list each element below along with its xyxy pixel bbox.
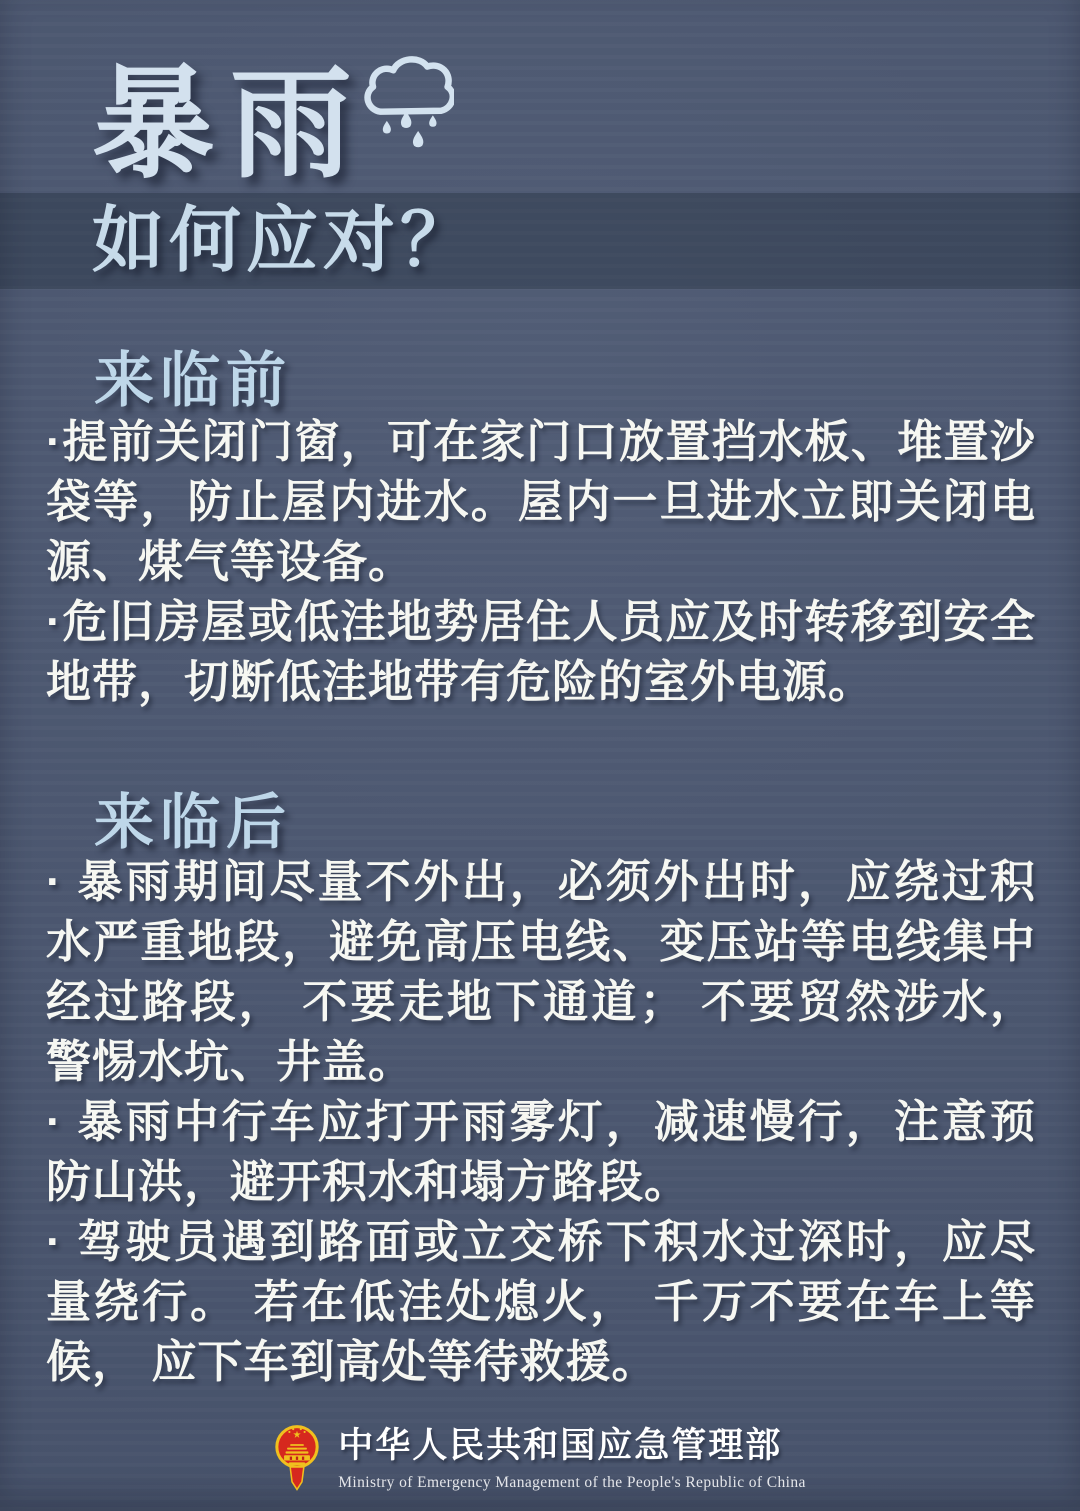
footer (0, 1405, 1080, 1505)
bullet-item: · 暴雨中行车应打开雨雾灯，减速慢行，注意预防山洪，避开积水和塌方路段。 (46, 1096, 1036, 1207)
bullet-item: · 暴雨期间尽量不外出，必须外出时，应绕过积水严重地段，避免高压电线、变压站等电线集中经过路段， 不要走地下通道； 不要贸然涉水，警惕水坑、井盖。 (46, 856, 1036, 1087)
page-subtitle: 如何应对？ (92, 201, 478, 281)
bullet-item: · 驾驶员遇到路面或立交桥下积水过深时，应尽量绕行。 若在低洼处熄火， 千万不要在车上等候， 应下车到高处等待救援。 (46, 1216, 1036, 1387)
section-after-arrival (46, 852, 1036, 1392)
page-title: 暴雨 (92, 56, 368, 192)
section-before-arrival (46, 412, 1036, 712)
org-name-en: Ministry of Emergency Management of the People's Republic of China (338, 1474, 806, 1491)
rain-cloud-icon (362, 52, 454, 164)
section-heading-before-arrival: 来临前 (94, 347, 292, 414)
bullet-item: ·提前关闭门窗，可在家门口放置挡水板、堆置沙袋等，防止屋内进水。屋内一旦进水立即关闭电源、煤气等设备。 (46, 416, 1036, 587)
prc-national-emblem-icon (274, 1424, 320, 1494)
org-name-cn: 中华人民共和国应急管理部 (338, 1426, 783, 1465)
section-heading-after-arrival: 来临后 (94, 789, 292, 856)
footer-org-names (338, 1418, 806, 1492)
bullet-item: ·危旧房屋或低洼地势居住人员应及时转移到安全地带，切断低洼地带有危险的室外电源。 (46, 596, 1036, 707)
subtitle-band (0, 193, 1080, 289)
